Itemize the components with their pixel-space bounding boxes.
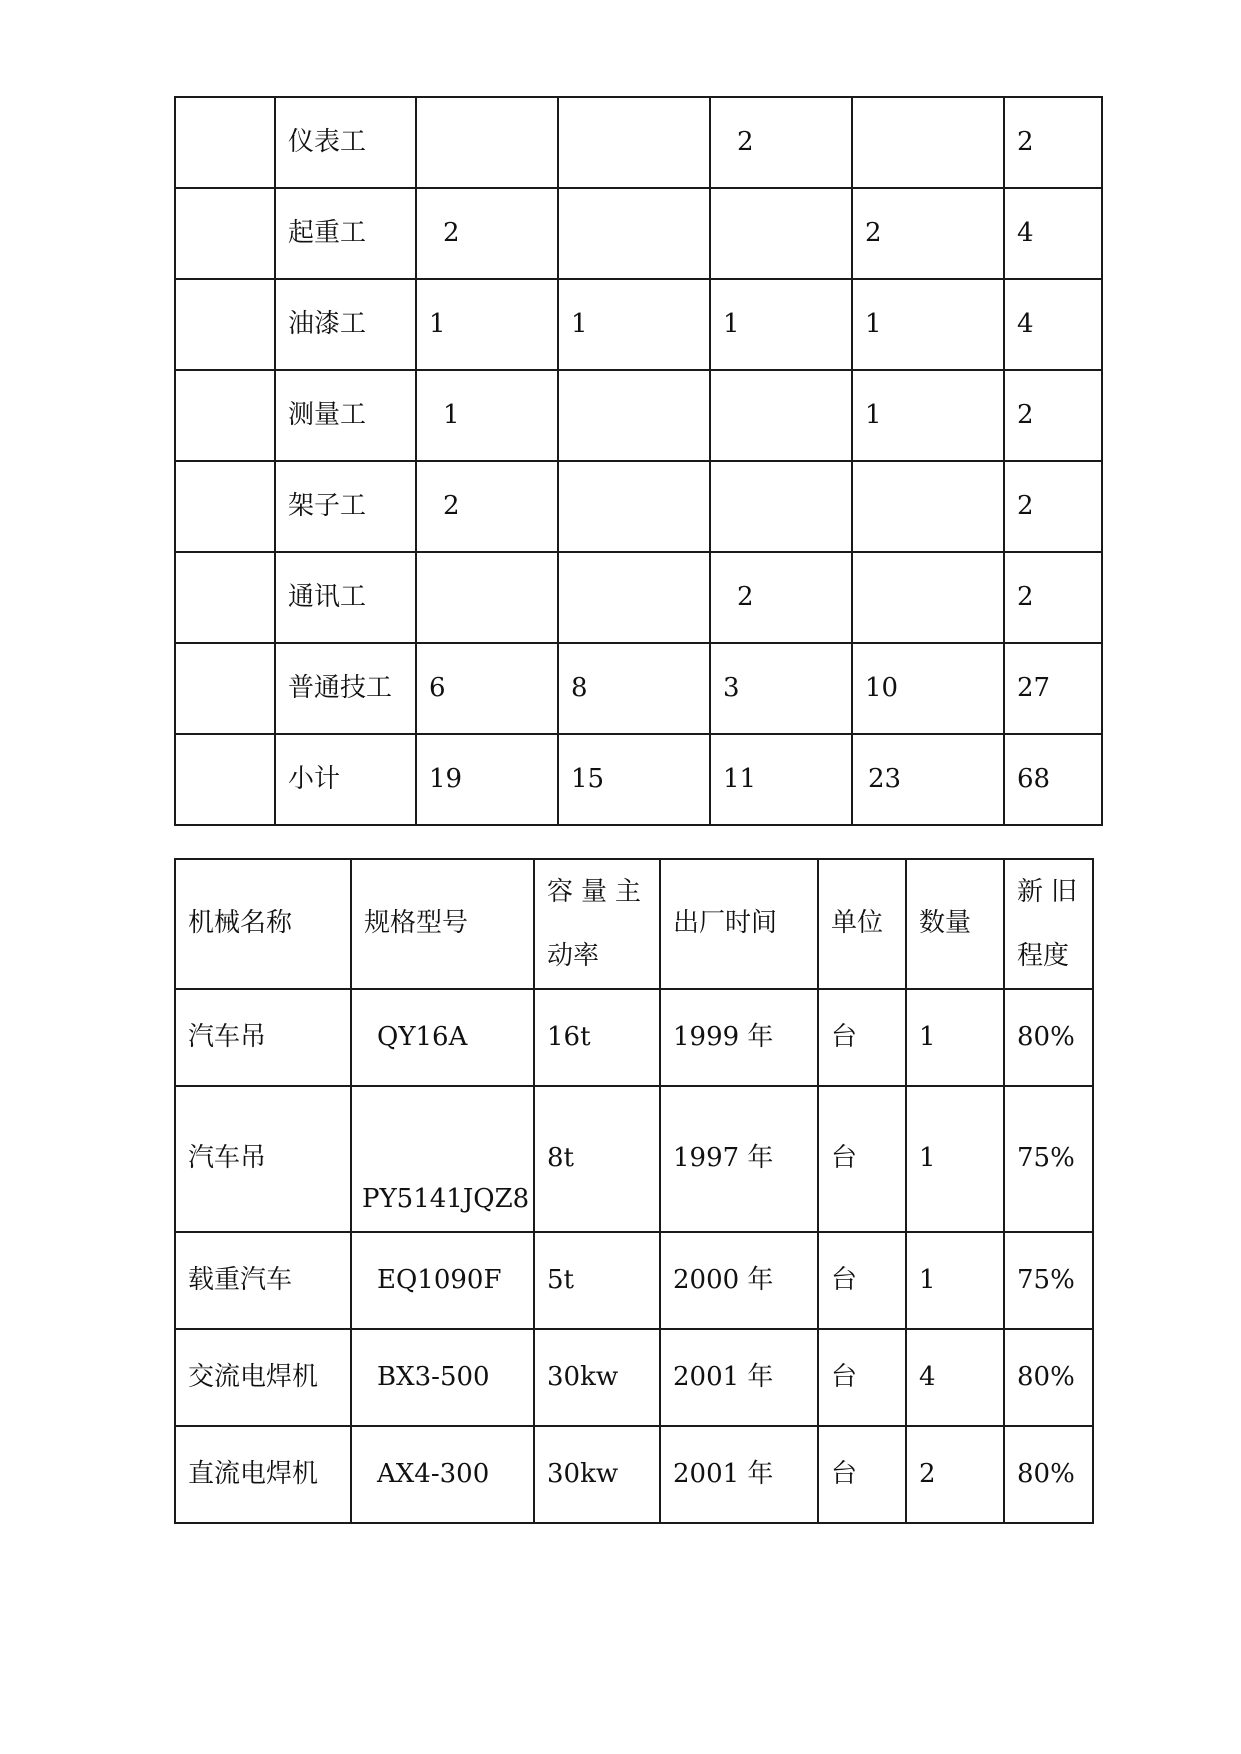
model-cell: BX3-500	[351, 1329, 534, 1426]
labor-name-cell: 测量工	[275, 370, 416, 461]
total-cell: 2	[1004, 461, 1102, 552]
table-cell: 1	[710, 279, 852, 370]
table-row	[175, 1329, 1093, 1426]
qty-cell: 1	[906, 989, 1004, 1086]
table-cell: 1	[852, 370, 1004, 461]
table-row	[175, 461, 1102, 552]
labor-name-cell: 起重工	[275, 188, 416, 279]
labor-name-cell: 普通技工	[275, 643, 416, 734]
condition-cell: 80%	[1004, 1426, 1093, 1523]
table-cell: 8	[558, 643, 710, 734]
table-cell	[175, 279, 275, 370]
header-cell-unit: 单位	[818, 859, 906, 989]
labor-name-cell: 架子工	[275, 461, 416, 552]
header-cell-date: 出厂时间	[660, 859, 818, 989]
machine-name-cell: 载重汽车	[175, 1232, 351, 1329]
table-row	[175, 188, 1102, 279]
condition-cell: 75%	[1004, 1086, 1093, 1232]
total-cell: 2	[1004, 97, 1102, 188]
capacity-cell: 16t	[534, 989, 660, 1086]
table-row	[175, 643, 1102, 734]
table-cell: 19	[416, 734, 558, 825]
table-cell	[175, 461, 275, 552]
machine-name-cell: 汽车吊	[175, 1086, 351, 1232]
labor-table	[174, 96, 1103, 826]
table-row	[175, 989, 1093, 1086]
table-row	[175, 552, 1102, 643]
unit-cell: 台	[818, 1086, 906, 1232]
qty-cell: 1	[906, 1086, 1004, 1232]
model-cell: QY16A	[351, 989, 534, 1086]
machine-name-cell: 交流电焊机	[175, 1329, 351, 1426]
table-cell	[558, 370, 710, 461]
table-cell	[416, 552, 558, 643]
table-cell	[852, 97, 1004, 188]
model-cell: EQ1090F	[351, 1232, 534, 1329]
unit-cell: 台	[818, 1329, 906, 1426]
header-cell-model: 规格型号	[351, 859, 534, 989]
total-cell: 27	[1004, 643, 1102, 734]
table-cell	[710, 370, 852, 461]
total-cell: 2	[1004, 552, 1102, 643]
table-cell: 6	[416, 643, 558, 734]
table-cell: 1	[416, 370, 558, 461]
table-cell	[558, 461, 710, 552]
table-cell	[175, 643, 275, 734]
capacity-cell: 8t	[534, 1086, 660, 1232]
table-cell	[175, 370, 275, 461]
table-cell	[710, 461, 852, 552]
unit-cell: 台	[818, 1232, 906, 1329]
header-condition-line1: 新旧	[1017, 877, 1086, 907]
table-row	[175, 97, 1102, 188]
table-cell	[852, 461, 1004, 552]
table-cell	[558, 97, 710, 188]
table-cell	[416, 97, 558, 188]
model-cell: PY5141JQZ8	[351, 1086, 534, 1232]
table-cell: 10	[852, 643, 1004, 734]
total-cell: 4	[1004, 279, 1102, 370]
header-cell-name: 机械名称	[175, 859, 351, 989]
total-cell: 2	[1004, 370, 1102, 461]
header-condition-line2: 程度	[1017, 941, 1070, 971]
table-cell: 2	[416, 461, 558, 552]
table-cell: 3	[710, 643, 852, 734]
machine-table	[174, 858, 1094, 1524]
table-row	[175, 279, 1102, 370]
table-cell	[710, 188, 852, 279]
table-cell: 1	[416, 279, 558, 370]
table-row	[175, 1232, 1093, 1329]
table-cell: 23	[852, 734, 1004, 825]
labor-name-cell: 油漆工	[275, 279, 416, 370]
qty-cell: 1	[906, 1232, 1004, 1329]
labor-name-cell: 仪表工	[275, 97, 416, 188]
machine-name-cell: 直流电焊机	[175, 1426, 351, 1523]
table-cell	[558, 552, 710, 643]
condition-cell: 80%	[1004, 989, 1093, 1086]
table-row	[175, 1086, 1093, 1232]
subtotal-row	[175, 734, 1102, 825]
header-row	[175, 859, 1093, 989]
labor-name-cell: 小计	[275, 734, 416, 825]
table-cell: 1	[558, 279, 710, 370]
header-cell-qty: 数量	[906, 859, 1004, 989]
condition-cell: 80%	[1004, 1329, 1093, 1426]
qty-cell: 4	[906, 1329, 1004, 1426]
table-cell: 2	[710, 552, 852, 643]
labor-name-cell: 通讯工	[275, 552, 416, 643]
header-capacity-line1: 容量主	[547, 877, 650, 907]
header-cell-condition	[1004, 859, 1093, 989]
date-cell: 2001 年	[660, 1426, 818, 1523]
table-row	[175, 1426, 1093, 1523]
capacity-cell: 30kw	[534, 1426, 660, 1523]
table-cell: 1	[852, 279, 1004, 370]
capacity-cell: 5t	[534, 1232, 660, 1329]
model-cell: AX4-300	[351, 1426, 534, 1523]
table-cell: 2	[852, 188, 1004, 279]
table-cell: 15	[558, 734, 710, 825]
table-cell	[852, 552, 1004, 643]
date-cell: 2001 年	[660, 1329, 818, 1426]
unit-cell: 台	[818, 989, 906, 1086]
table-cell	[175, 97, 275, 188]
table-row	[175, 370, 1102, 461]
condition-cell: 75%	[1004, 1232, 1093, 1329]
table-cell	[175, 188, 275, 279]
capacity-cell: 30kw	[534, 1329, 660, 1426]
total-cell: 4	[1004, 188, 1102, 279]
table-cell	[558, 188, 710, 279]
table-cell	[175, 552, 275, 643]
table-cell	[175, 734, 275, 825]
table-cell: 2	[416, 188, 558, 279]
qty-cell: 2	[906, 1426, 1004, 1523]
header-capacity-line2: 动率	[547, 941, 600, 971]
unit-cell: 台	[818, 1426, 906, 1523]
table-cell: 11	[710, 734, 852, 825]
date-cell: 1999 年	[660, 989, 818, 1086]
table-cell: 2	[710, 97, 852, 188]
date-cell: 2000 年	[660, 1232, 818, 1329]
header-cell-capacity	[534, 859, 660, 989]
machine-name-cell: 汽车吊	[175, 989, 351, 1086]
total-cell: 68	[1004, 734, 1102, 825]
date-cell: 1997 年	[660, 1086, 818, 1232]
